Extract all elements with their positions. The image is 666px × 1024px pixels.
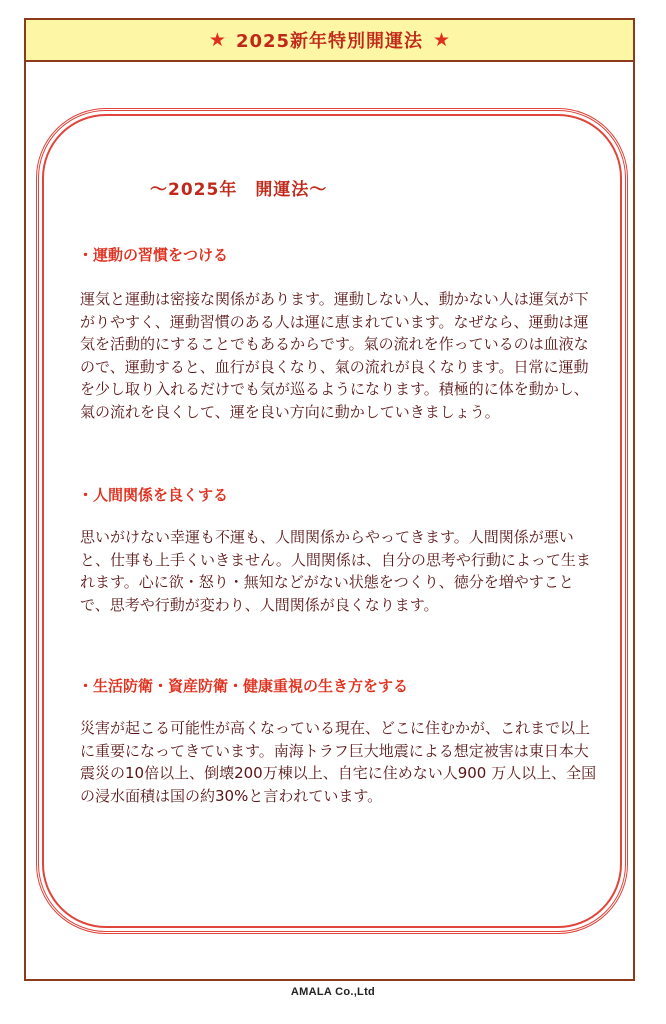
section-heading-relationships: ・人間関係を良くする [78, 486, 229, 504]
section-body-defense: 災害が起こる可能性が高くなっている現在、どこに住むかが、これまで以上に重要になってきています。南海トラフ巨大地震による想定被害は東日本大震災の10倍以上、倒壊200万棟以上、自宅に住めない人900 万人以上、全国の浸水面積は国の約30%と言われています。 [80, 719, 597, 805]
footer-company: AMALA Co.,Ltd [290, 986, 376, 998]
content-title: ～2025年 開運法～ [150, 180, 328, 200]
section-heading-exercise: ・運動の習慣をつける [78, 246, 229, 264]
star-icon: ★ [208, 28, 226, 51]
page-title: 2025新年特別開運法 [235, 31, 424, 52]
title-bar [26, 20, 633, 62]
section-body-relationships: 思いがけない幸運も不運も、人間関係からやってきます。人間関係が悪いと、仕事も上手くいきません。人間関係は、自分の思考や行動によって生まれます。心に欲・怒り・無知などがない状態をつくり、徳分を増やすことで、思考や行動が変わり、人間関係が良くなります。 [80, 528, 591, 614]
section-body-exercise: 運気と運動は密接な関係があります。運動しない人、動かない人は運気が下がりやすく、運動習慣のある人は運に恵まれています。なぜなら、運動は運気を活動的にすることでもあるからです。氣の流れを作っているのは血液なので、運動すると、血行が良くなり、氣の流れが良くなります。日常に運動を少し取り入れるだけでも気が巡るようになります。積極的に体を動かし、氣の流れを良くして、運を良い方向に動かしていきましょう。 [80, 290, 589, 421]
star-icon: ★ [433, 28, 451, 51]
section-heading-defense: ・生活防衛・資産防衛・健康重視の生き方をする [78, 677, 409, 695]
